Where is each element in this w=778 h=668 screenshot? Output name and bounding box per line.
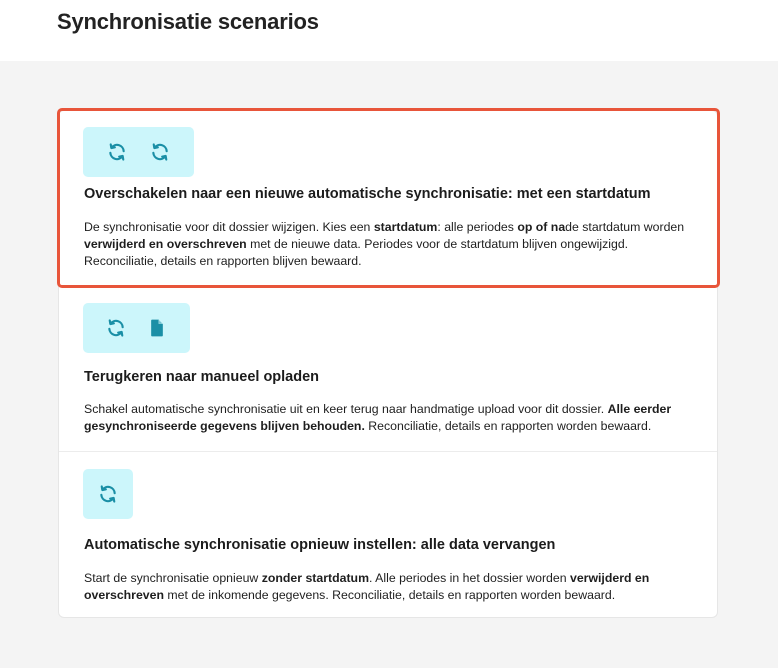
page-header [0, 0, 778, 61]
sync-icon [150, 142, 170, 162]
scenario-option-reset-sync[interactable] [59, 453, 717, 618]
scenario-title: Terugkeren naar manueel opladen [84, 369, 320, 385]
description-text: de startdatum worden [565, 220, 685, 234]
sync-icon [98, 484, 118, 504]
description-text: : alle periodes [437, 220, 518, 234]
scenario-icon-group [83, 303, 190, 353]
scenario-description [84, 219, 696, 270]
scenario-list [58, 110, 718, 618]
description-text: De synchronisatie voor dit dossier wijzigen. Kies een [84, 220, 374, 234]
description-text: met de inkomende gegevens. Reconciliatie, details en rapporten worden bewaard. [163, 588, 616, 602]
emphasis-text: zonder startdatum [261, 571, 370, 585]
scenario-icon-group [83, 127, 194, 177]
description-text: Schakel automatische synchronisatie uit en keer terug naar handmatige upload voor dit dossier. [84, 402, 608, 416]
emphasis-text: verwijderd en overschreven [84, 571, 650, 602]
sync-icon [106, 318, 126, 338]
sync-icon [107, 142, 127, 162]
description-text: Start de synchronisatie opnieuw [84, 571, 262, 585]
description-text: met de nieuwe data. Periodes voor de startdatum blijven ongewijzigd. Reconciliatie, details en rapporten blijven bewaard. [84, 237, 629, 268]
scenario-option-new-sync-startdate[interactable] [59, 111, 717, 289]
document-icon [147, 318, 167, 338]
emphasis-text: op of na [517, 220, 566, 234]
scenario-icon-group [83, 469, 133, 519]
page-title: Synchronisatie scenarios [57, 9, 319, 34]
scenario-title: Overschakelen naar een nieuwe automatische synchronisatie: met een startdatum [84, 186, 651, 202]
scenario-description [84, 401, 696, 435]
scenario-description [84, 570, 696, 604]
emphasis-text: verwijderd en overschreven [84, 237, 247, 251]
description-text: . Alle periodes in het dossier worden [369, 571, 570, 585]
description-text: Reconciliatie, details en rapporten worden bewaard. [364, 419, 652, 433]
scenario-option-manual-upload[interactable] [59, 291, 717, 452]
scenario-title: Automatische synchronisatie opnieuw instellen: alle data vervangen [84, 537, 556, 553]
emphasis-text: Alle eerder gesynchroniseerde gegevens blijven behouden. [84, 402, 672, 433]
emphasis-text: startdatum [373, 220, 438, 234]
